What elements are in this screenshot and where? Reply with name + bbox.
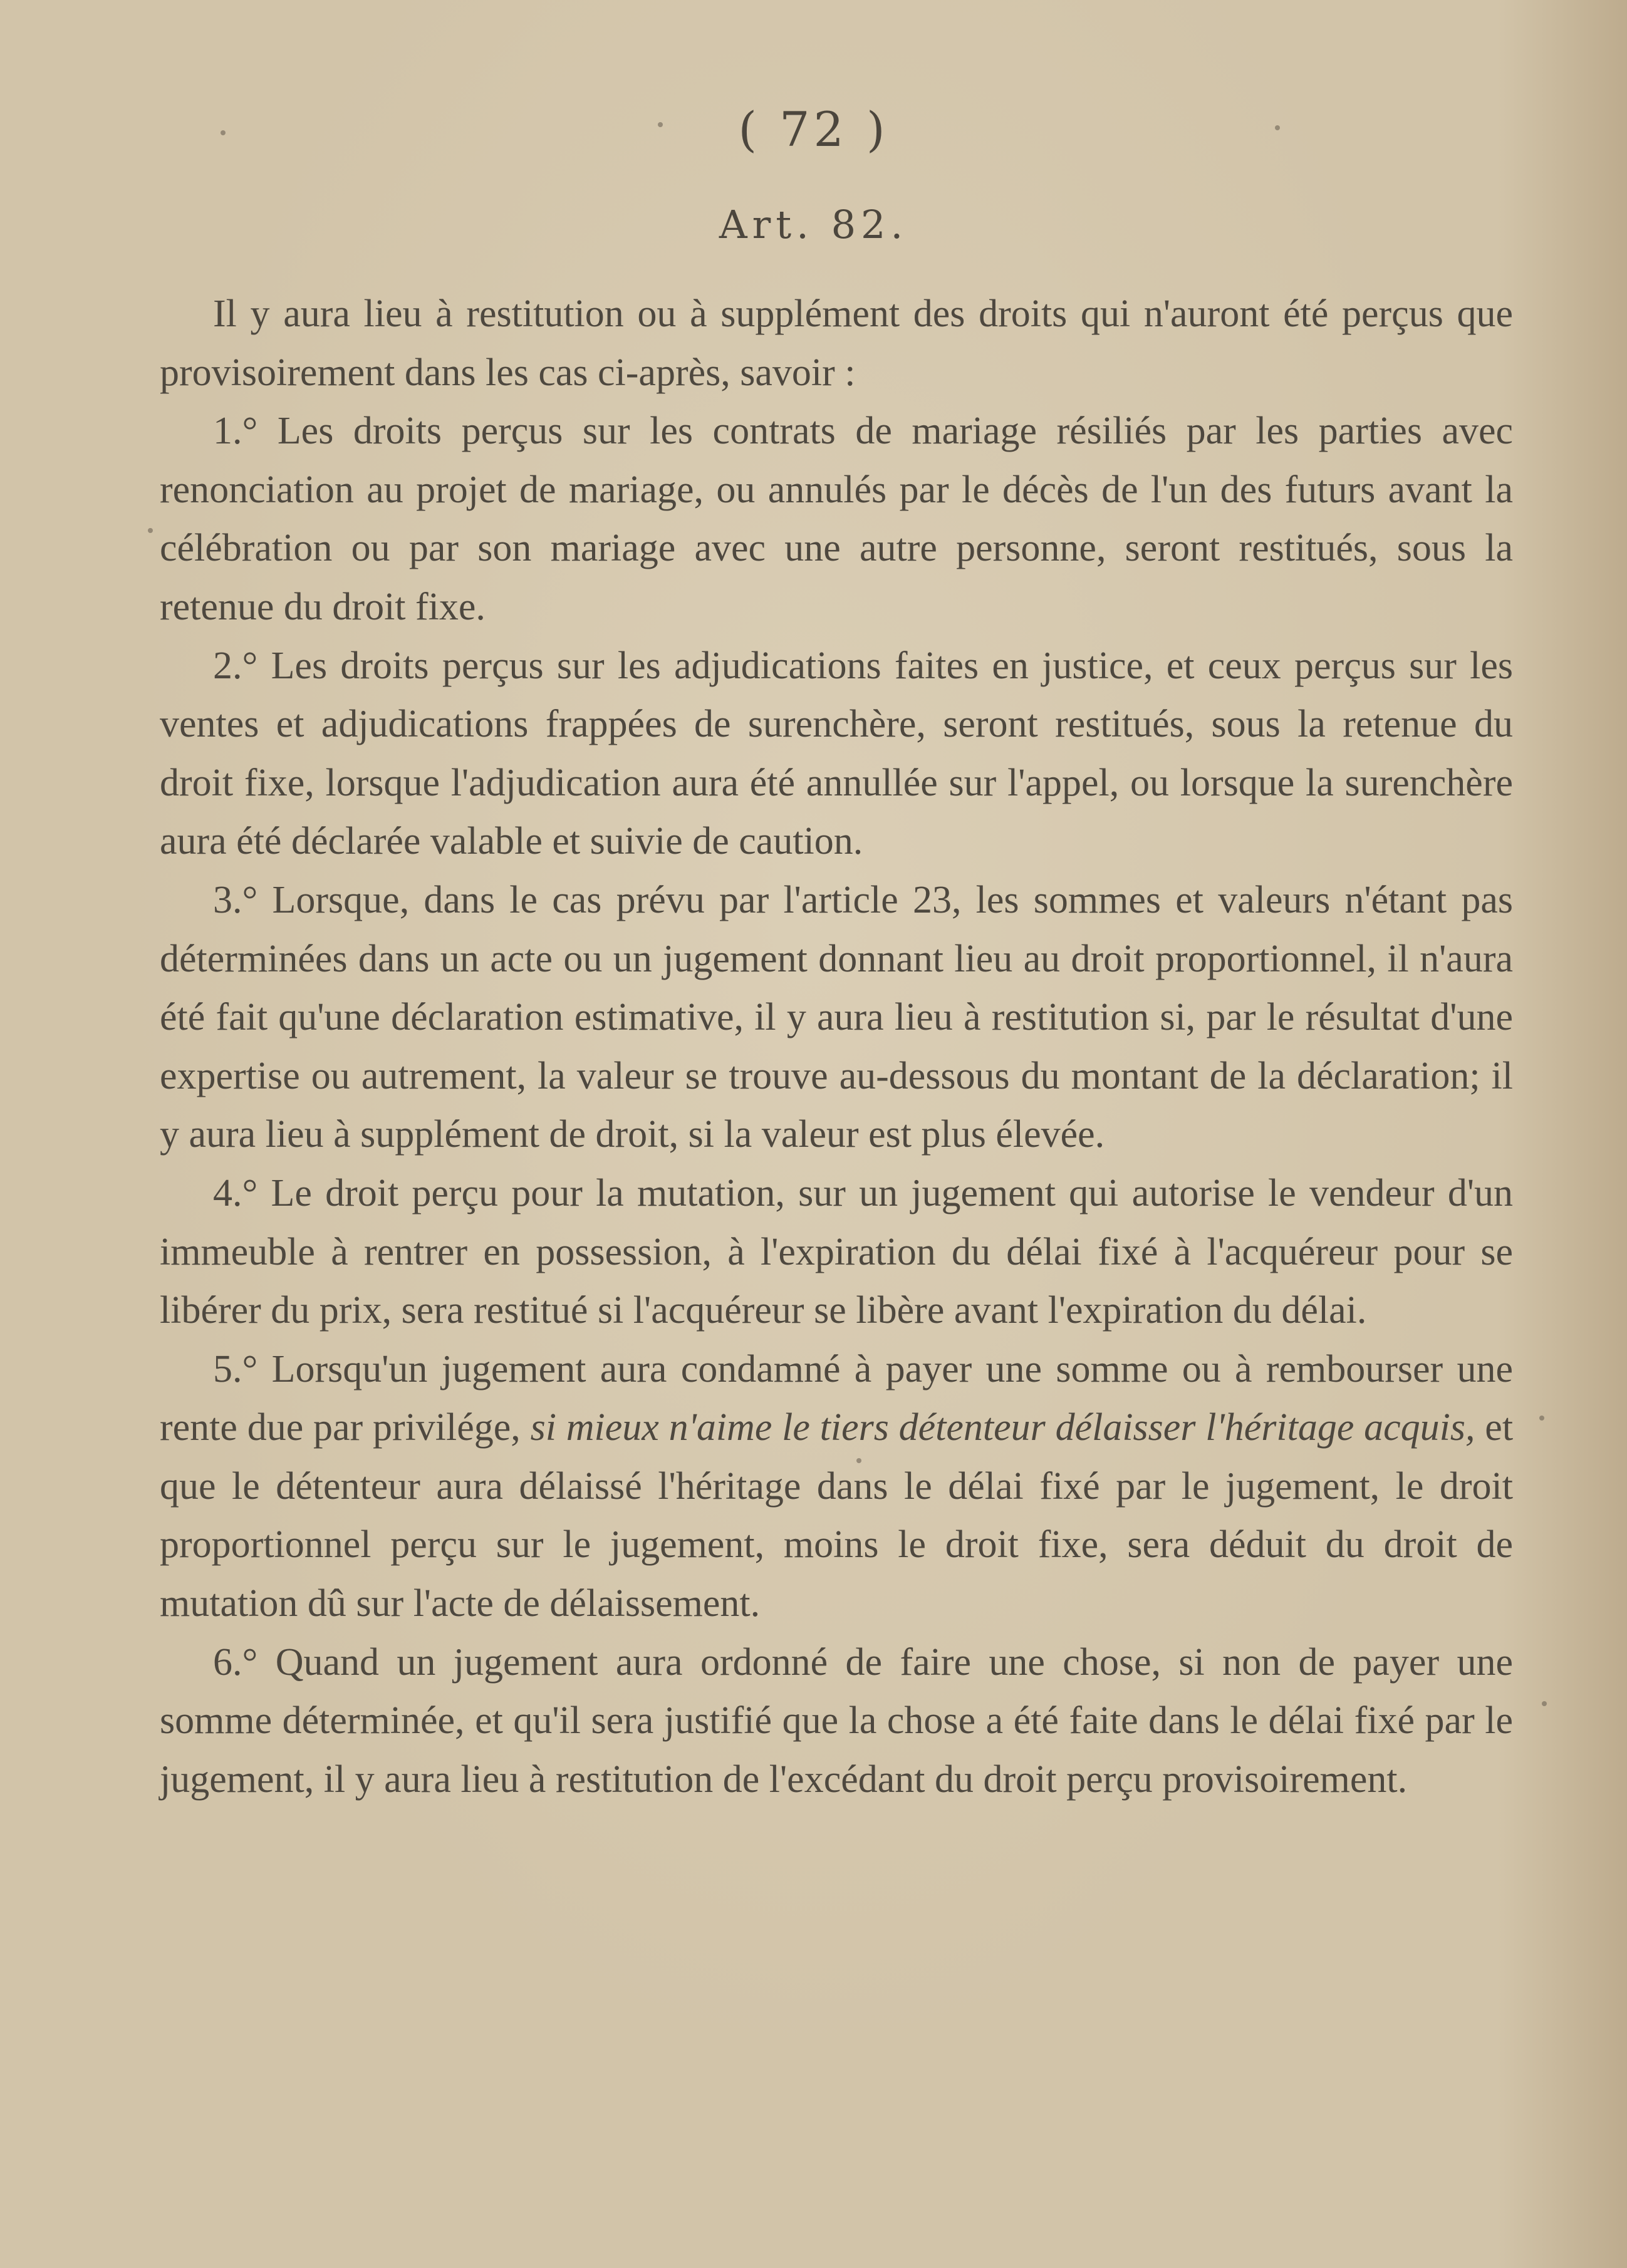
item-number: 2.° <box>213 644 258 687</box>
item-number: 6.° <box>213 1640 258 1684</box>
item-text: Les droits perçus sur les contrats de mariage résiliés par les parties avec renonciation au projet de mariage, ou annulés par le décès de l'un des futurs avant la célébration ou par son mariage avec une autre personne, seront restitués, sous la retenue du droit fixe. <box>160 410 1514 628</box>
paper-speck <box>856 1458 861 1463</box>
paragraph-item-2 <box>160 637 1513 871</box>
paper-speck <box>221 130 226 135</box>
paragraph-item-3 <box>160 871 1513 1164</box>
paper-speck <box>148 528 153 533</box>
paragraph-item-1 <box>160 402 1513 636</box>
item-text: Lorsque, dans le cas prévu par l'article 23, les sommes et valeurs n'étant pas déterminées dans un acte ou un jugement donnant lieu au droit proportionnel, il n'aura été fait qu'une déclaration estimative, il y aura lieu à restitution si, par le résultat d'une expertise ou autrement, la valeur se trouve au-dessous du montant de la déclaration; il y aura lieu à supplément de droit, si la valeur est plus élevée. <box>160 878 1514 1156</box>
item-text-after: et que le détenteur aura délaissé l'héritage dans le délai fixé par le jugement, le droit proportionnel perçu sur le jugement, moins le droit fixe, sera déduit du droit de mutation dû sur l'acte de délaissement. <box>160 1406 1514 1625</box>
item-number: 5.° <box>213 1347 258 1390</box>
article-body <box>160 285 1513 1809</box>
paragraph-item-5 <box>160 1340 1513 1634</box>
paper-speck <box>1539 1416 1544 1421</box>
item-number: 4.° <box>213 1171 258 1214</box>
item-text-before: Lorsqu'un jugement aura condamné à payer une somme ou à rembourser une rente due par privilége, <box>160 1347 1513 1449</box>
item-text: Quand un jugement aura ordonné de faire une chose, si non de payer une somme déterminée, et qu'il sera justifié que la chose a été faite dans le délai fixé par le jugement, il y aura lieu à restitution de l'excédant du droit perçu provisoirement. <box>160 1640 1514 1801</box>
item-number: 1.° <box>213 410 258 453</box>
item-text: Les droits perçus sur les adjudications faites en justice, et ceux perçus sur les ventes et adjudications frappées de surenchère, seront restitués, sous la retenue du droit fixe, lorsque l'adjudication aura été annullée sur l'appel, ou lorsque la surenchère aura été déclarée valable et suivie de caution. <box>160 644 1514 863</box>
paragraph-item-4 <box>160 1164 1513 1340</box>
intro-paragraph: Il y aura lieu à restitution ou à supplément des droits qui n'auront été perçus que provisoirement dans les cas ci-après, savoir : <box>160 293 1513 394</box>
paper-speck <box>1275 125 1280 130</box>
paper-speck <box>658 122 663 127</box>
item-number: 3.° <box>213 878 258 921</box>
item-text-italic: si mieux n'aime le tiers détenteur délaisser l'héritage acquis, <box>530 1406 1475 1449</box>
paper-speck <box>1542 1701 1547 1706</box>
article-heading: Art. 82. <box>719 202 908 247</box>
item-text: Le droit perçu pour la mutation, sur un jugement qui autorise le vendeur d'un immeuble à rentrer en possession, à l'expiration du délai fixé à l'acquéreur pour se libérer du prix, sera restitué si l'acquéreur se libère avant l'expiration du délai. <box>160 1171 1514 1332</box>
paragraph-item-6 <box>160 1634 1513 1810</box>
page-number: ( 72 ) <box>738 101 889 157</box>
